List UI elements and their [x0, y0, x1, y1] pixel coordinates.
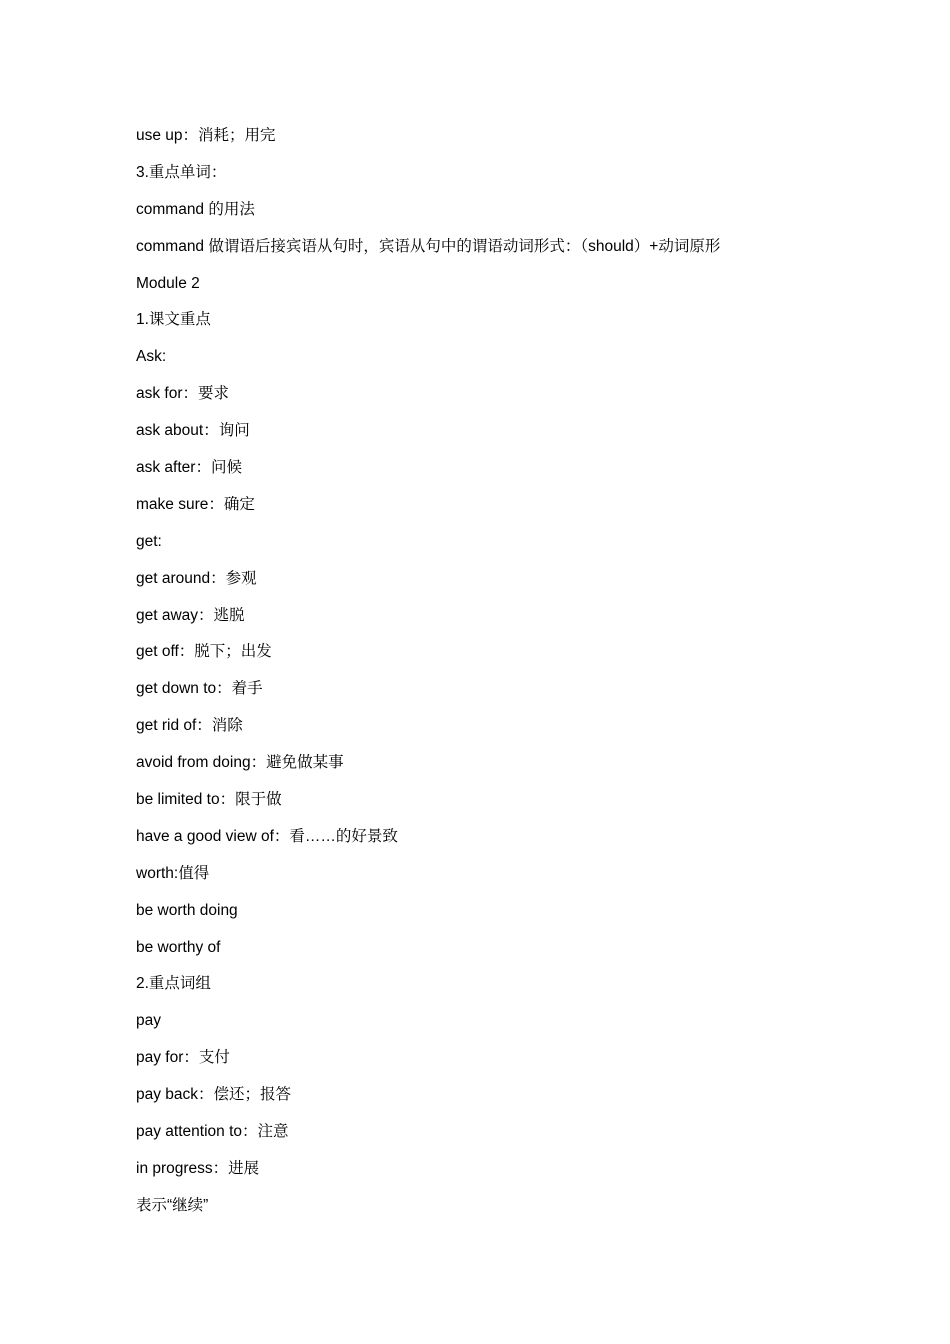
section-heading-text-points: 1.课文重点 — [136, 311, 211, 329]
text-line-get-off: get off：脱下；出发 — [136, 643, 272, 661]
text-line-use-up: use up：消耗；用完 — [136, 127, 276, 144]
text-line-ask: Ask: — [136, 348, 167, 366]
section-heading-key-phrases: 2.重点词组 — [136, 975, 211, 993]
text-line-be-limited-to: be limited to：限于做 — [136, 791, 282, 809]
text-line-have-a-good-view-of: have a good view of：看……的好景致 — [136, 827, 398, 845]
text-line-pay: pay — [136, 1012, 161, 1030]
text-line-command-rule: command 做谓语后接宾语从句时，宾语从句中的谓语动词形式：（should）+动词原形 — [136, 237, 721, 255]
text-line-pay-attention-to: pay attention to：注意 — [136, 1123, 289, 1141]
section-heading-key-words: 3.重点单词： — [136, 163, 227, 181]
text-line-continue: 表示“继续” — [136, 1196, 209, 1214]
text-line-ask-after: ask after：问候 — [136, 459, 242, 477]
text-line-get-around: get around：参观 — [136, 569, 257, 587]
text-line-get-rid-of: get rid of：消除 — [136, 717, 243, 735]
text-line-get-down-to: get down to：着手 — [136, 680, 263, 698]
text-line-worth: worth:值得 — [136, 864, 210, 882]
text-line-command-usage: command 的用法 — [136, 200, 255, 218]
text-line-be-worthy-of: be worthy of — [136, 938, 221, 956]
module-heading: Module 2 — [136, 274, 200, 292]
text-line-make-sure: make sure：确定 — [136, 495, 255, 513]
text-line-get: get: — [136, 532, 162, 550]
text-line-avoid-from-doing: avoid from doing：避免做某事 — [136, 754, 344, 772]
document-body — [136, 124, 836, 1231]
text-line-pay-for: pay for：支付 — [136, 1049, 230, 1067]
text-line-in-progress: in progress：进展 — [136, 1159, 260, 1177]
text-line-pay-back: pay back：偿还；报答 — [136, 1086, 292, 1104]
text-line-ask-for: ask for：要求 — [136, 385, 230, 403]
text-line-ask-about: ask about：询问 — [136, 422, 250, 440]
text-line-be-worth-doing: be worth doing — [136, 901, 238, 919]
text-line-get-away: get away：逃脱 — [136, 606, 245, 624]
